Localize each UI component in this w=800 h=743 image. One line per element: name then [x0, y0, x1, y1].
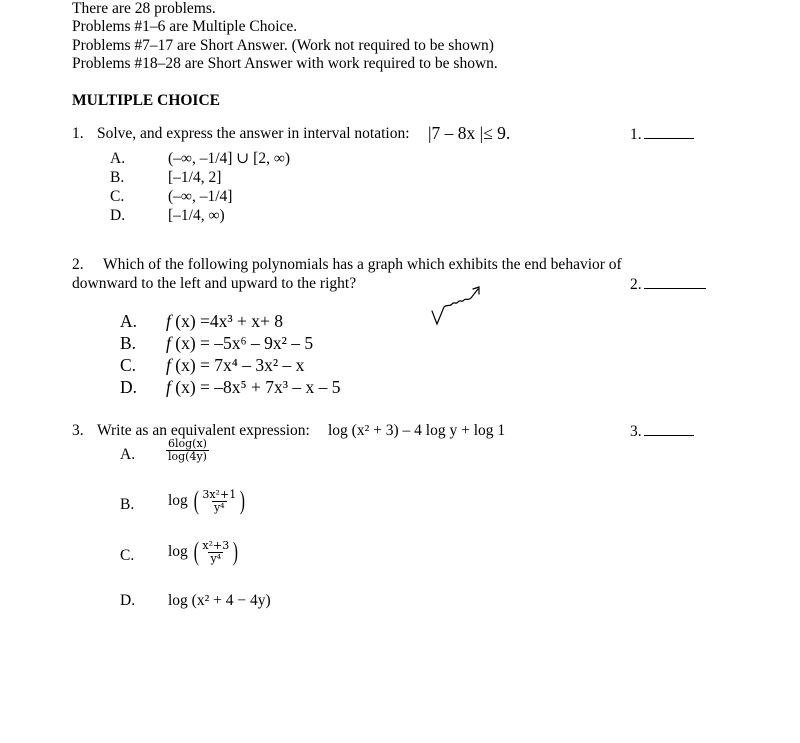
- q3-option-a-denominator: log(4y): [168, 450, 207, 463]
- q1-expression: |7 – 8x |≤ 9.: [428, 123, 511, 143]
- q1-answer-blank[interactable]: [644, 125, 694, 139]
- q2-option-a-func: f: [166, 311, 171, 331]
- q3-option-c-letter: C.: [120, 547, 135, 564]
- q3-answer-blank[interactable]: [644, 422, 694, 436]
- q3-option-a-expr: [166, 438, 209, 463]
- q3-option-b-letter: B.: [120, 496, 135, 513]
- q3-option-a-fraction: [166, 438, 209, 463]
- q3-option-b-numerator: 3x²+1: [202, 487, 237, 501]
- q2-line-1: Which of the following polynomials has a graph which exhibits the end behavior of: [103, 256, 622, 273]
- q3-option-b-close-paren: ): [239, 486, 246, 515]
- q3-option-b-open-paren: (: [193, 486, 199, 515]
- q2-option-c-rhs: (x) = 7x⁴ – 3x² – x: [175, 355, 305, 375]
- q2-option-a-rhs: (x) =4x³ + x+ 8: [175, 311, 284, 331]
- header-line-3: Problems #7–17 are Short Answer. (Work not required to be shown): [72, 37, 494, 54]
- q1-option-c-letter: C.: [110, 188, 125, 205]
- q3-number: 3.: [72, 422, 84, 439]
- q2-line-2: downward to the left and upward to the right?: [72, 275, 357, 292]
- header-line-1: There are 28 problems.: [72, 0, 216, 17]
- q2-option-b-expr: [166, 333, 313, 353]
- q3-option-d-text: log (x² + 4 − 4y): [168, 592, 271, 609]
- q3-option-b-fraction: [200, 489, 238, 514]
- q1-option-b-text: [–1/4, 2]: [168, 169, 222, 186]
- q1-option-d-letter: D.: [110, 207, 126, 224]
- q1-option-a-letter: A.: [110, 150, 126, 167]
- q2-answer-label: [630, 275, 706, 294]
- q1-option-c-text: (–∞, –1/4]: [168, 188, 233, 205]
- q2-option-a-expr: [166, 311, 283, 331]
- q2-answer-number: 2.: [630, 276, 642, 293]
- q2-option-d-rhs: (x) = –8x⁵ + 7x³ – x – 5: [175, 377, 341, 397]
- q3-option-c-numerator: x²+3: [202, 538, 230, 552]
- q2-number: 2.: [72, 256, 84, 273]
- q3-option-c-fraction: [200, 540, 231, 565]
- q3-answer-number: 3.: [630, 423, 642, 440]
- q2-option-c-func: f: [166, 355, 171, 375]
- q3-expression: log (x² + 3) – 4 log y + log 1: [328, 422, 506, 439]
- q2-option-d-func: f: [166, 377, 171, 397]
- q1-text: Solve, and express the answer in interval notation:: [97, 125, 410, 142]
- q1-option-a-text: (–∞, –1/4] ∪ [2, ∞): [168, 150, 291, 167]
- q3-option-b-denominator: y⁴: [213, 500, 225, 514]
- q3-option-a-numerator: 6log(x): [168, 437, 207, 450]
- q3-option-c-expr: [168, 539, 240, 565]
- header-line-4: Problems #18–28 are Short Answer with work required to be shown.: [72, 55, 498, 72]
- q2-option-b-func: f: [166, 333, 171, 353]
- q3-answer-label: [630, 422, 694, 441]
- q3-option-c-denominator: y⁴: [210, 551, 222, 565]
- q3-option-b-expr: [168, 488, 247, 514]
- q2-option-b-letter: B.: [120, 333, 137, 353]
- q1-answer-number: 1.: [630, 126, 642, 143]
- q1-answer-label: [630, 125, 694, 144]
- q3-option-a-letter: A.: [120, 446, 136, 463]
- section-title: MULTIPLE CHOICE: [72, 92, 220, 109]
- q1-number: 1.: [72, 125, 84, 142]
- q3-option-c-open-paren: (: [193, 537, 199, 566]
- q1-option-d-text: [–1/4, ∞): [168, 207, 225, 224]
- q2-option-d-expr: [166, 377, 341, 397]
- handwritten-sketch: [428, 283, 488, 327]
- q2-option-d-letter: D.: [120, 377, 138, 397]
- q3-option-c-log: log: [168, 543, 188, 560]
- header-line-2: Problems #1–6 are Multiple Choice.: [72, 18, 298, 35]
- q2-option-b-rhs: (x) = –5x⁶ – 9x² – 5: [175, 333, 314, 353]
- q3-option-d-letter: D.: [120, 592, 136, 609]
- q3-option-b-log: log: [168, 492, 188, 509]
- q2-option-a-letter: A.: [120, 311, 138, 331]
- q2-option-c-expr: [166, 355, 304, 375]
- q2-answer-blank[interactable]: [644, 275, 706, 289]
- q2-option-c-letter: C.: [120, 355, 137, 375]
- q1-option-b-letter: B.: [110, 169, 125, 186]
- q3-option-c-close-paren: ): [232, 537, 239, 566]
- q3-text: Write as an equivalent expression:: [97, 422, 310, 439]
